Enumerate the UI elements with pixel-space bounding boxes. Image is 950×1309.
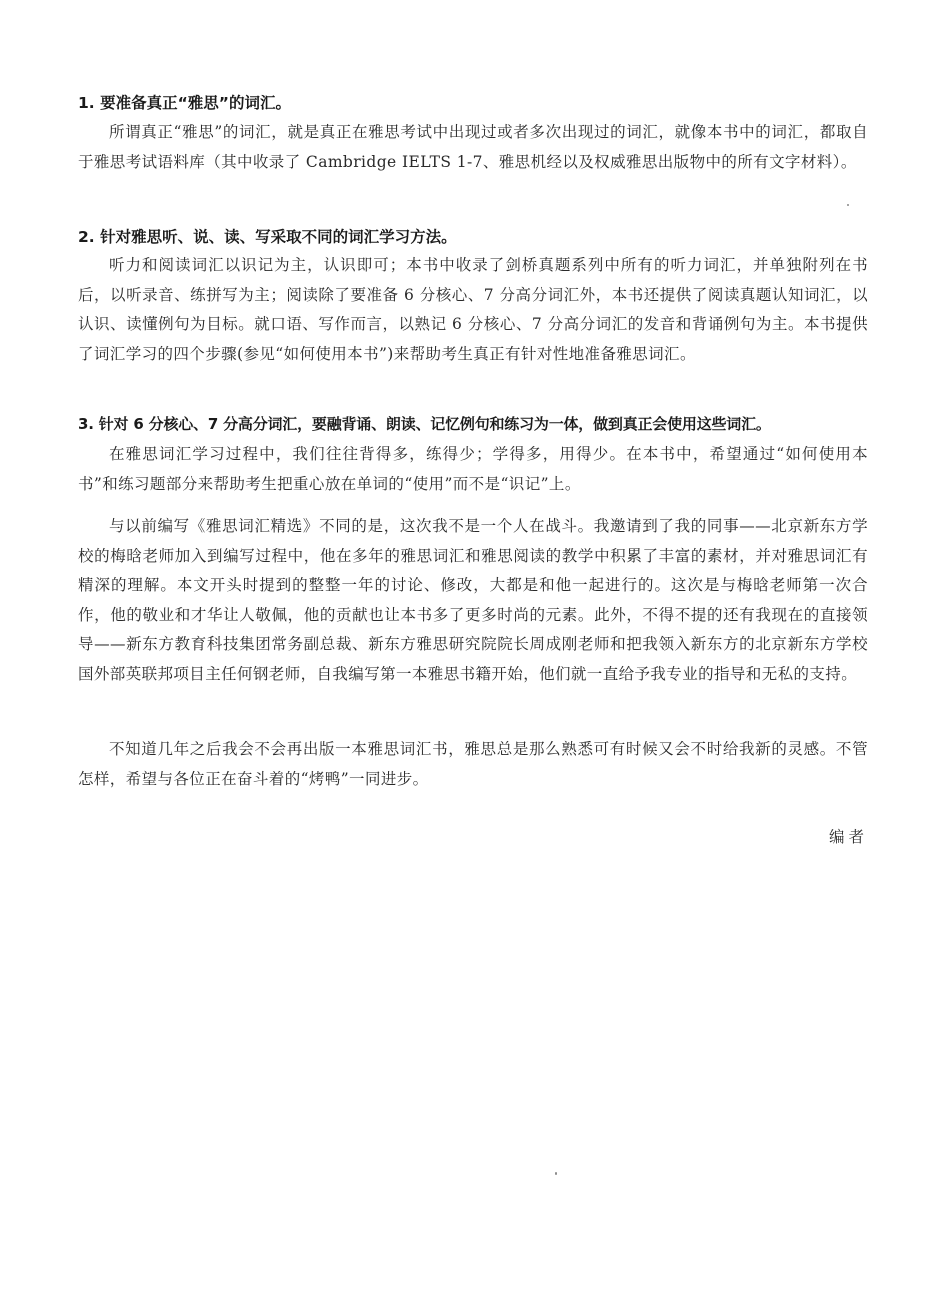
section-3-body: 在雅思词汇学习过程中，我们往往背得多，练得少；学得多，用得少。在本书中，希望通过“如何使用本书”和练习题部分来帮助考生把重心放在单词的“使用”而不是“识记”上。: [78, 445, 868, 493]
section-2-body: 听力和阅读词汇以识记为主，认识即可；本书中收录了剑桥真题系列中所有的听力词汇，并单独附列在书后，以听录音、练拼写为主；阅读除了要准备 6 分核心、7 分高分词汇外，本书还提供了阅读真题认知词汇，以认识、读懂例句为目标。就口语、写作而言，以熟记 6 分核心、7 分高分词汇的发音和背诵例句为主。本书提供了词汇学习的四个步骤(参见“如何使用本书”)来帮助考生真正有针对性地准备雅思词汇。: [78, 256, 868, 363]
section-1-heading: 1. 要准备真正“雅思”的词汇。: [78, 94, 291, 112]
section-2-heading: 2. 针对雅思听、说、读、写采取不同的词汇学习方法。: [78, 228, 457, 246]
section-1-body: 所谓真正“雅思”的词汇，就是真正在雅思考试中出现过或者多次出现过的词汇，就像本书中的词汇，都取自于雅思考试语料库（其中收录了 Cambridge IELTS 1-7、雅思机经以及权威雅思出版物中的所有文字材料）。: [78, 123, 868, 171]
section-3-heading: 3. 针对 6 分核心、7 分高分词汇，要融背诵、朗读、记忆例句和练习为一体，做到真正会使用这些词汇。: [78, 415, 771, 433]
acknowledgement-paragraph: 与以前编写《雅思词汇精选》不同的是，这次我不是一个人在战斗。我邀请到了我的同事——北京新东方学校的梅晗老师加入到编写过程中，他在多年的雅思词汇和雅思阅读的教学中积累了丰富的素材，并对雅思词汇有精深的理解。本文开头时提到的整整一年的讨论、修改，大都是和他一起进行的。这次是与梅晗老师第一次合作，他的敬业和才华让人敬佩，他的贡献也让本书多了更多时尚的元素。此外，不得不提的还有我现在的直接领导——新东方教育科技集团常务副总裁、新东方雅思研究院院长周成刚老师和把我领入新东方的北京新东方学校国外部英联邦项目主任何钢老师，自我编写第一本雅思书籍开始，他们就一直给予我专业的指导和无私的支持。: [78, 517, 868, 683]
author-signature: 编者: [828, 828, 868, 846]
scan-speck: [555, 1172, 557, 1175]
scan-speck: [847, 204, 849, 206]
closing-paragraph: 不知道几年之后我会不会再出版一本雅思词汇书，雅思总是那么熟悉可有时候又会不时给我新的灵感。不管怎样，希望与各位正在奋斗着的“烤鸭”一同进步。: [78, 740, 868, 788]
